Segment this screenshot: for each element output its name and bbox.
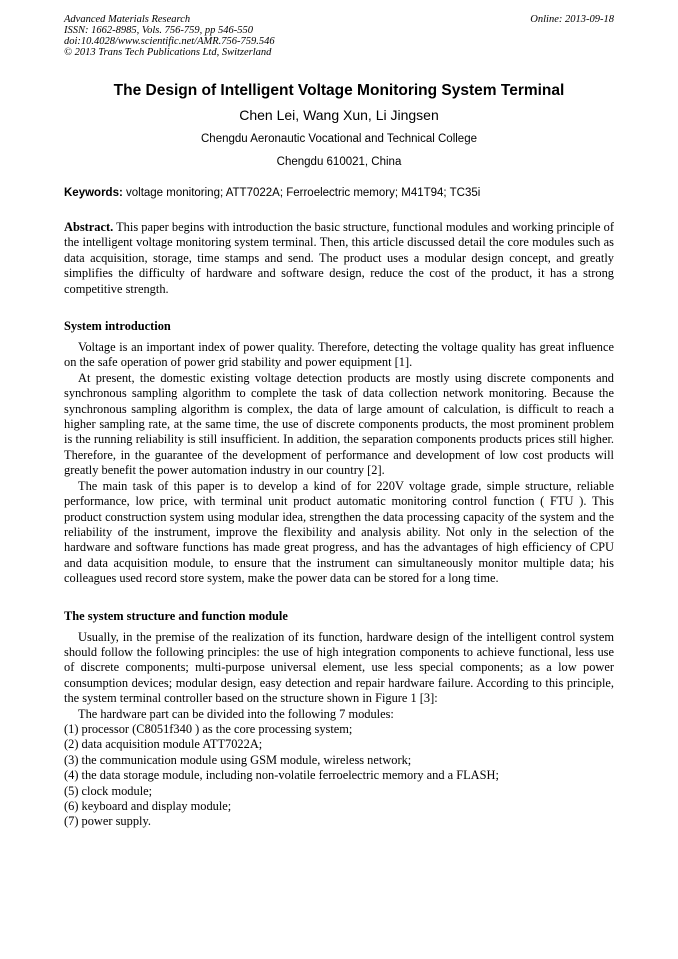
paper-page: [64, 14, 614, 830]
list-item: (2) data acquisition module ATT7022A;: [64, 737, 263, 752]
keywords: [64, 186, 614, 200]
paper-title: The Design of Intelligent Voltage Monitoring System Terminal: [113, 82, 565, 99]
keywords-list: voltage monitoring; ATT7022A; Ferroelectric memory; M41T94; TC35i: [122, 187, 481, 199]
online-date: Online: 2013-09-18: [530, 14, 614, 25]
section-heading-system-structure: The system structure and function module: [64, 608, 288, 623]
paragraph: Usually, in the premise of the realization of its function, hardware design of the intelligent control system should follow the following principles: the use of high integration components to achieve functional, less use of discrete components; multi-purpose universal element, use less special components; as a low power consumption devices; modular design, easy detection and repair hardware failure. According to this principle, the system terminal controller based on the structure shown in Figure 1 [3]:: [64, 629, 614, 706]
list-item: (1) processor (C8051f340 ) as the core processing system;: [64, 721, 353, 736]
paragraph: The hardware part can be divided into the following 7 modules:: [78, 706, 394, 721]
paper-authors: Chen Lei, Wang Xun, Li Jingsen: [239, 107, 439, 123]
list-item: (6) keyboard and display module;: [64, 799, 232, 813]
list-item: (5) clock module;: [64, 783, 153, 798]
doi-line: doi:10.4028/www.scientific.net/AMR.756-759.546: [64, 36, 275, 47]
journal-header: [64, 14, 614, 58]
copyright-line: © 2013 Trans Tech Publications Ltd, Switzerland: [64, 47, 272, 58]
module-list: [64, 722, 614, 830]
abstract-text: This paper begins with introduction the basic structure, functional modules and working principle of the intelligent voltage monitoring system terminal. Then, this article discussed detail the core modules such as data acquisition, storage, time stamps and send. The product uses a modular design concept, and greatly simplifies the difficulty of hardware and software design, reduce the cost of the product, it has a strong competitive strength.: [64, 220, 614, 296]
abstract: [64, 220, 614, 297]
list-item: (3) the communication module using GSM module, wireless network;: [64, 752, 412, 767]
list-item: (4) the data storage module, including non-volatile ferroelectric memory and a FLASH;: [64, 768, 499, 783]
abstract-label: Abstract.: [64, 220, 114, 234]
journal-name: Advanced Materials Research: [64, 14, 191, 25]
affiliation-institution: Chengdu Aeronautic Vocational and Technical College: [201, 133, 477, 145]
list-item: (7) power supply.: [64, 814, 151, 829]
paragraph: At present, the domestic existing voltage detection products are mostly using discrete components and synchronous sampling algorithm to complete the task of data collection network monitoring. Because the synchronous sampling algorithm is complex, the data of large amount of calculation, is difficult to reach a higher sampling rate, at the same time, the use of discrete components products, the most prominent problem is the running reliability is still insufficient. In addition, the separation components products prices still higher. Therefore, in the guarantee of the development of performance and development of low cost products will greatly benefit the power automation industry in our country [2].: [64, 370, 614, 478]
issn-line: ISSN: 1662-8985, Vols. 756-759, pp 546-550: [64, 25, 253, 36]
affiliation-address: Chengdu 610021, China: [276, 156, 402, 168]
keywords-label: Keywords:: [64, 187, 123, 199]
paragraph: The main task of this paper is to develop a kind of for 220V voltage grade, simple structure, reliable performance, low price, with terminal unit product automatic monitoring control function ( FTU ). This product construction system using modular idea, strengthen the data processing capacity of the system and the reliability of the instrument, improve the flexibility and analysis ability. Not only in the selection of the hardware and software functions has made great progress, and has the advantages of high efficiency of CPU and data acquisition module, to ensure that the instrument can simultaneously monitor multiple data; his colleagues used record store system, make the power data can be stored for a long time.: [64, 478, 614, 586]
paragraph: Voltage is an important index of power quality. Therefore, detecting the voltage quality has great influence on the safe operation of power grid stability and power equipment [1].: [64, 340, 614, 370]
section-heading-system-introduction: System introduction: [64, 319, 171, 334]
